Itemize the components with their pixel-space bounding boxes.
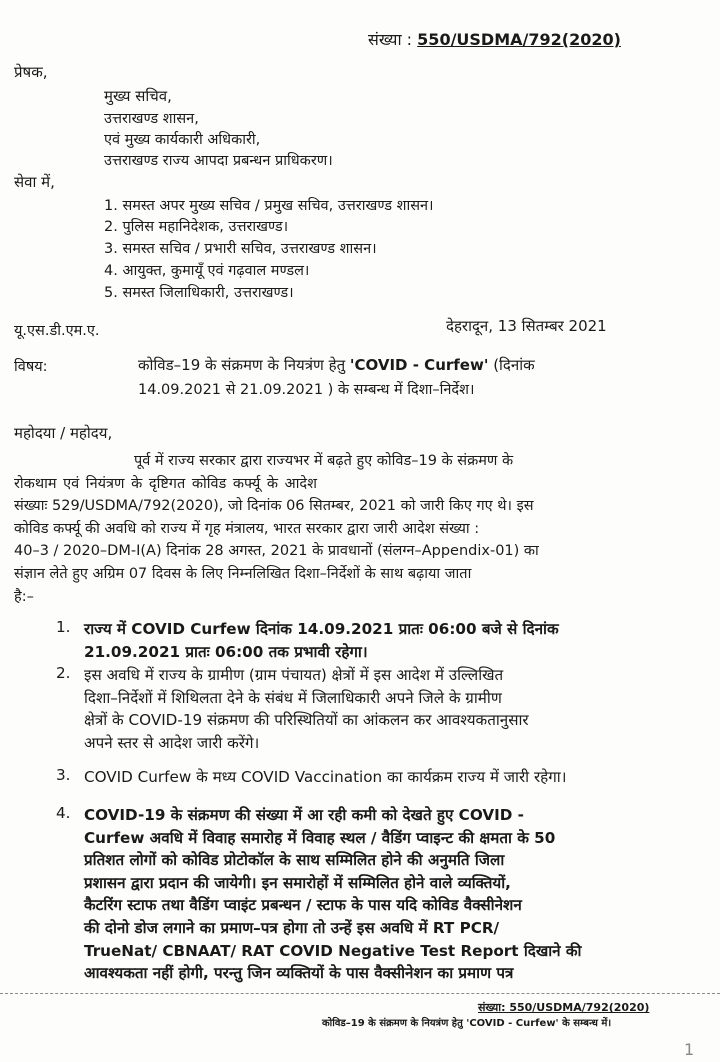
reference-number — [368, 28, 621, 50]
sender-line: मुख्य सचिव, — [104, 87, 172, 105]
sender-line: उत्तराखण्ड राज्य आपदा प्रबन्धन प्राधिकरण। — [104, 153, 333, 169]
subject-text: (दिनांक — [488, 356, 535, 374]
page-number: 1 — [684, 1040, 695, 1059]
item-text: COVID-19 के संक्रमण की संख्या में आ रही कमी को देखते हुए COVID - Curfew अवधि में विवाह समारोह में विवाह स्थल / वैडिंग प्वाइन्ट की क्षमता के 50 प्रतिशत लोगों को कोविड प्रोटोकॉल के साथ सम्मिलित होने की अनुमति जिला प्रशासन द्वारा प्रदान की जायेगी। इन समारोहों में सम्मिलित होने वाले व्यक्तियों, कैटरिंग स्टाफ तथा वैडिंग प्वाइंट प्रबन्धन / स्टाफ के पास यदि कोविड वैक्सीनेशन की दोनो डोज लगाने का प्रमाण–पत्र होगा तो उन्हें इस अवधि में RT PCR/ TrueNat/ CBNAAT/ RAT COVID Negative Test Report दिखाने की आवश्यकता नहीं होगी, परन्तु जिन व्यक्तियों के पास वैक्सीनेशन का प्रमाण पत्र — [84, 806, 582, 983]
recipient-item: 2. पुलिस महानिदेशक, उत्तराखण्ड। — [104, 219, 289, 235]
recipient-item: 3. समस्त सचिव / प्रभारी सचिव, उत्तराखण्ड शासन। — [104, 241, 377, 257]
reference-label: संख्या : — [368, 30, 413, 49]
paragraph-line: कोविड कर्फ्यू की अवधि को राज्य में गृह मंत्रालय, भारत सरकार द्वारा जारी आदेश संख्या : — [14, 520, 480, 537]
item-number: 1. — [56, 618, 71, 636]
subject-label: विषय: — [14, 359, 48, 375]
footer-divider — [0, 993, 720, 994]
item-number: 3. — [56, 766, 71, 784]
item-text: राज्य में COVID Curfew दिनांक 14.09.2021 प्रातः 06:00 बजे से दिनांक 21.09.2021 प्रातः 06:00 तक प्रभावी रहेगा। — [84, 620, 559, 661]
item-text: इस अवधि में राज्य के ग्रामीण (ग्राम पंचायत) क्षेत्रों में इस आदेश में उल्लिखित दिशा–निर्देशों में शिथिलता देने के संबंध में जिलाधिकारी अपने जिले के ग्रामीण क्षेत्रों के COVID-19 संक्रमण की परिस्थितियों का आंकलन कर आवश्यकतानुसार अपने स्तर से आदेश जारी करेंगे। — [84, 666, 529, 752]
recipients-label: सेवा में, — [14, 173, 55, 191]
item-text: COVID Curfew के मध्य COVID Vaccination का कार्यक्रम राज्य में जारी रहेगा। — [84, 768, 567, 786]
recipient-item: 5. समस्त जिलाधिकारी, उत्तराखण्ड। — [104, 285, 294, 301]
item-number: 2. — [56, 664, 71, 682]
paragraph-line: है:– — [14, 588, 34, 605]
recipient-item: 4. आयुक्त, कुमायूँ एवं गढ़वाल मण्डल। — [104, 263, 310, 279]
footer-subject: कोविड–19 के संक्रमण के नियत्रंण हेतु 'COVID - Curfew' के सम्बन्ध में। — [322, 1018, 612, 1029]
footer-reference: संख्या: 550/USDMA/792(2020) — [478, 1001, 650, 1014]
subject-line-1 — [138, 355, 535, 375]
subject-curfew-term: 'COVID - Curfew' — [349, 356, 489, 374]
office-code: यू.एस.डी.एम.ए. — [14, 323, 100, 339]
paragraph-line: 40–3 / 2020–DM-I(A) दिनांक 28 अगस्त, 2021 के प्रावधानों (संलग्न–Appendix-01) का — [14, 543, 539, 560]
sender-line: उत्तराखण्ड शासन, — [104, 111, 199, 127]
paragraph-line: रोकथाम एवं नियंत्रण के दृष्टिगत कोविड कर्फ्यू के आदेश — [14, 475, 317, 492]
place-date: देहरादून, 13 सितम्बर 2021 — [446, 317, 607, 335]
intro-paragraph — [14, 450, 650, 608]
sender-label: प्रेषक, — [14, 63, 48, 81]
item-number: 4. — [56, 804, 71, 822]
subject-text: कोविड–19 के संक्रमण के नियत्रंण हेतु — [138, 356, 350, 374]
salutation: महोदया / महोदय, — [14, 424, 113, 442]
sender-line: एवं मुख्य कार्यकारी अधिकारी, — [104, 132, 261, 148]
paragraph-line: पूर्व में राज्य सरकार द्वारा राज्यभर में बढ़ते हुए कोविड–19 के संक्रमण के — [134, 453, 514, 469]
paragraph-line: संज्ञान लेते हुए अग्रिम 07 दिवस के लिए निम्नलिखित दिशा–निर्देशों के साथ बढ़ाया जाता — [14, 565, 472, 582]
paragraph-line: संख्याः 529/USDMA/792(2020), जो दिनांक 06 सितम्बर, 2021 को जारी किए गए थे। इस — [14, 498, 534, 515]
recipient-item: 1. समस्त अपर मुख्य सचिव / प्रमुख सचिव, उत्तराखण्ड शासन। — [104, 198, 434, 214]
reference-value: 550/USDMA/792(2020) — [417, 30, 621, 49]
subject-line-2: 14.09.2021 से 21.09.2021 ) के सम्बन्ध में दिशा–निर्देश। — [138, 382, 475, 398]
